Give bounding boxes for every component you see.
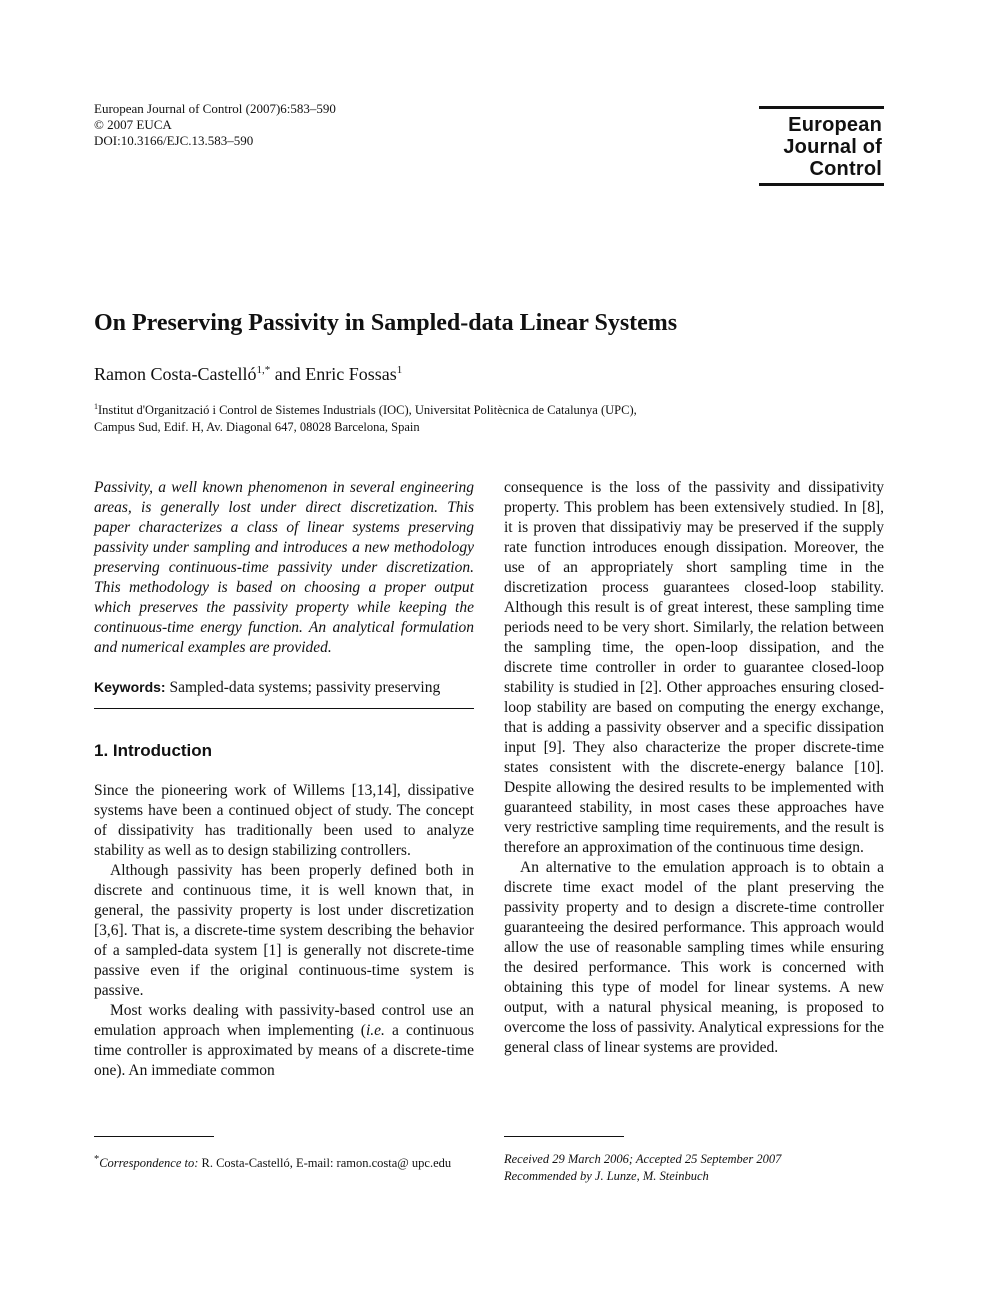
affil-line-1: Institut d'Organització i Control de Sistemes Industrials (IOC), Universitat Politècnica de Catalunya (UPC), (98, 403, 637, 418)
right-column (504, 478, 884, 1058)
journal-citation: European Journal of Control (2007)6:583–590 (94, 101, 336, 116)
author-1-sup: 1,* (256, 364, 271, 376)
keywords-text: Sampled-data systems; passivity preserving (165, 679, 441, 696)
footnote-label: Correspondence to: (99, 1156, 199, 1171)
authors (94, 364, 402, 385)
footnote-rule (94, 1136, 214, 1137)
authors-and: and (270, 364, 306, 384)
footnote-block (94, 1136, 474, 1172)
intro-p3-part-a: Most works dealing with passivity-based control use an emulation approach when implementing ( (94, 1002, 474, 1039)
copyright: © 2007 EUCA (94, 117, 172, 132)
footnote-mark: * (94, 1154, 100, 1165)
intro-paragraph-4: consequence is the loss of the passivity and dissipativity property. This problem has been extensively studied. In [8], it is proven that dissipativiy may be preserved if the supply rate function introduces enough dissipation. Moreover, the use of an appropriately short sampling time in the discretization process guarantees closed-loop stability. Although this result is of great interest, these sampling time periods need to be very short. Similarly, the relation between the sampling time, the open-loop dissipation, and the discrete time controller in order to guarantee closed-loop stability is studied in [2]. Other approaches ensuring closed-loop stability are based on computing the energy exchange, that is adding a passivity observer and a specific dissipation input [9]. They also characterize the proper discrete-time states consistent with the discrete-energy balance [10]. Despite allowing the desired results to be implemented with guaranteed stability, in most cases these approaches have very restrictive sampling time requirements, and the result is therefore an approximation of the continuous time design. (504, 479, 884, 856)
logo-line-3: Control (809, 158, 882, 180)
logo-line-2: Journal of (783, 136, 882, 158)
received-rule (504, 1136, 624, 1137)
affiliation (94, 398, 637, 436)
recommended-by: Recommended by J. Lunze, M. Steinbuch (504, 1169, 709, 1183)
intro-paragraph-1: Since the pioneering work of Willems [13,14], dissipative systems have been a continued object of study. The concept of dissipativity has traditionally been used to analyze stability as well as to design stabilizing controllers. (94, 782, 474, 859)
journal-logo (759, 106, 884, 186)
logo-bottom-rule (759, 183, 884, 186)
abstract: Passivity, a well known phenomenon in several engineering areas, is generally lost under direct discretization. This paper characterizes a class of linear systems preserving passivity under sampling and introduces a new methodology preserving continuous-time passivity under discretization. This methodology is based on choosing a proper output which preserves the passivity property while keeping the continuous-time energy function. An analytical formulation and numerical examples are provided. (94, 479, 474, 656)
intro-paragraph-2: Although passivity has been properly defined both in discrete and continuous time, it is well known that, in general, the passivity property is lost under discretization [3,6]. That is, a discrete-time system describing the behavior of a sampled-data system [1] is generally not discrete-time passive even if the original continuous-time system is passive. (94, 862, 474, 999)
paper-title: On Preserving Passivity in Sampled-data Linear Systems (94, 310, 678, 336)
intro-p3-ie: i.e. (365, 1022, 385, 1039)
logo-line-1: European (788, 114, 882, 136)
journal-header (94, 101, 336, 149)
doi: DOI:10.3166/EJC.13.583–590 (94, 133, 254, 148)
footnote-text: R. Costa-Castelló, E-mail: ramon.costa@ upc.edu (198, 1156, 452, 1171)
intro-paragraph-5: An alternative to the emulation approach is to obtain a discrete time exact model of the plant preserving the passivity property and to design a discrete-time controller guaranteeing the desired performance. This approach would allow the use of reasonable sampling times while ensuring the desired performance. This work is concerned with obtaining this type of model for linear systems. A new output, with a natural physical meaning, is proposed to overcome the loss of passivity. Analytical expressions for the general class of linear systems are provided. (504, 859, 884, 1056)
section-divider (94, 708, 474, 709)
section-heading: 1. Introduction (94, 741, 213, 760)
received-info (504, 1151, 884, 1185)
left-column (94, 478, 474, 1081)
affil-sup: 1 (94, 402, 98, 411)
received-dates: Received 29 March 2006; Accepted 25 September 2007 (504, 1152, 782, 1166)
intro-paragraph-3 (94, 1001, 474, 1081)
received-block (504, 1136, 884, 1185)
intro-p3-part-b: a continuous time controller is approximated by means of a discrete-time one). An immediate common (94, 1022, 475, 1079)
author-2: Enric Fossas (305, 364, 397, 384)
affil-line-2: Campus Sud, Edif. H, Av. Diagonal 647, 08028 Barcelona, Spain (94, 420, 420, 435)
logo-text (759, 109, 884, 183)
footnote (94, 1151, 474, 1172)
keywords-label: Keywords: (94, 679, 166, 695)
author-2-sup: 1 (396, 364, 403, 376)
author-1: Ramon Costa-Castelló (94, 364, 257, 384)
keywords (94, 677, 474, 698)
